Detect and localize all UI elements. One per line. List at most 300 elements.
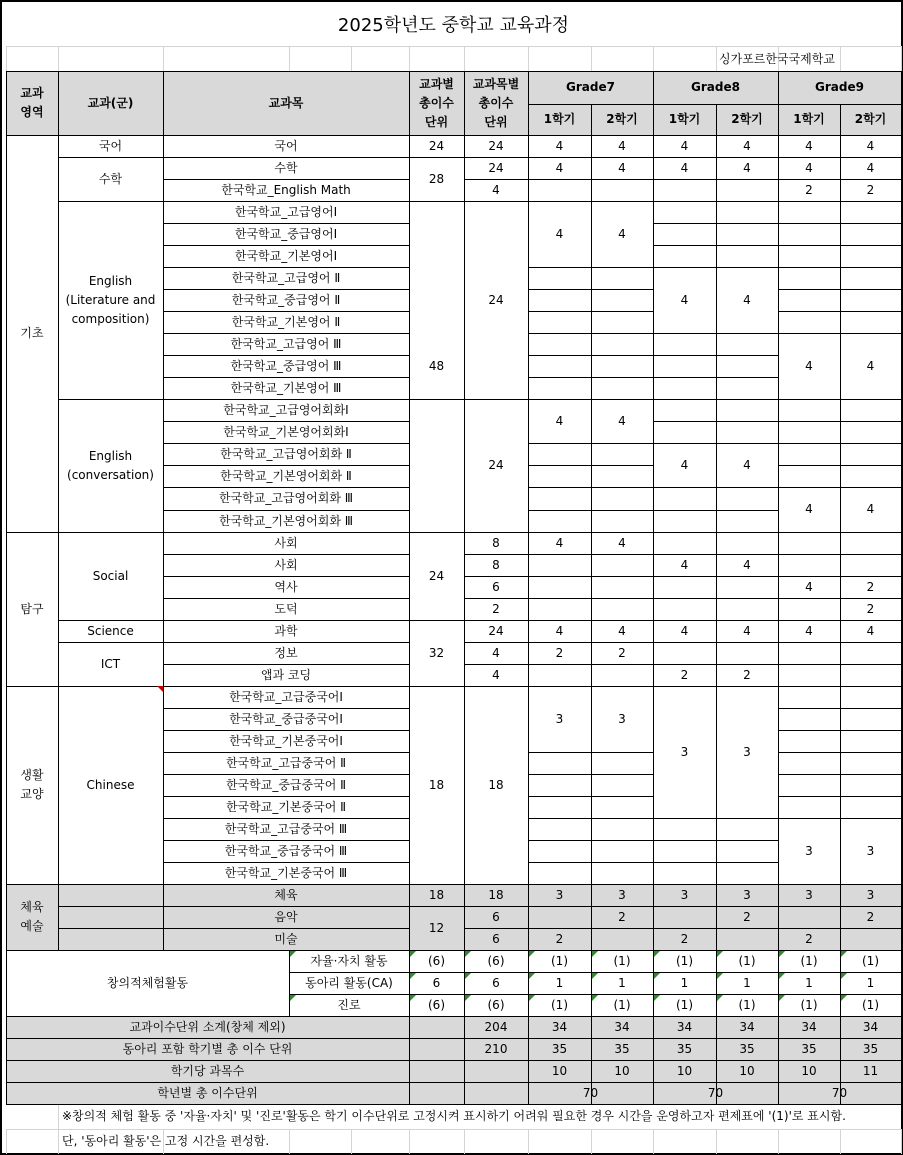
semester-value: 4 xyxy=(680,557,689,572)
grid-line xyxy=(528,664,654,665)
grid-line xyxy=(653,399,779,400)
grid-line xyxy=(6,1129,7,1154)
grid-line xyxy=(901,46,902,72)
semester-value: 4 xyxy=(805,160,813,175)
grid-line xyxy=(6,46,7,72)
semester-value: 3 xyxy=(743,744,751,759)
school-name: 싱가포르한국국제학교 xyxy=(719,51,835,66)
grid-line xyxy=(778,708,902,709)
subject-units-cell: 8 xyxy=(492,557,500,572)
area-pe-arts: 체육 예술 xyxy=(20,900,44,933)
group-units-cell: 32 xyxy=(428,645,445,660)
grid-line xyxy=(778,311,902,312)
creative-group-units: 6 xyxy=(432,975,441,990)
semester-value: 4 xyxy=(555,413,564,428)
group-units-cell: 48 xyxy=(428,359,445,373)
totals-semester-value: 34 xyxy=(551,1019,568,1034)
comment-marker xyxy=(779,951,785,957)
grid-line xyxy=(653,201,779,202)
header-semester-1: 1학기 xyxy=(793,112,825,126)
comment-marker xyxy=(410,995,416,1001)
semester-value: 4 xyxy=(680,292,689,307)
grid-line xyxy=(778,267,902,268)
subject-cell: 한국학교_중급중국어 Ⅲ xyxy=(224,843,348,858)
totals-label: 동아리 포함 학기별 총 이수 단위 xyxy=(122,1041,293,1056)
grid-line xyxy=(289,46,290,72)
grid-line xyxy=(528,377,654,378)
grid-line xyxy=(778,245,902,246)
group-units-cell: 24 xyxy=(428,138,445,153)
semester-value: 2 xyxy=(866,579,875,594)
grid-line xyxy=(653,421,779,422)
subject-units-cell: 8 xyxy=(492,535,500,550)
semester-value: 4 xyxy=(555,623,564,638)
year-total-label: 학년별 총 이수단위 xyxy=(157,1085,258,1100)
semester-value: 4 xyxy=(555,535,564,550)
comment-marker xyxy=(654,951,660,957)
semester-value: 2 xyxy=(805,182,813,197)
subject-cell: 수학 xyxy=(274,160,298,175)
subject-units-cell: 24 xyxy=(488,160,504,175)
totals-semester-value: 10 xyxy=(739,1063,755,1078)
subject-cell: 한국학교_중급영어 Ⅲ xyxy=(230,358,342,373)
subject-cell: 한국학교_고급영어 Ⅲ xyxy=(230,336,342,351)
group-cell: ICT xyxy=(100,656,121,671)
subject-cell: 한국학교_고급영어 Ⅱ xyxy=(231,270,341,285)
semester-value: 2 xyxy=(866,182,875,197)
semester-value: 4 xyxy=(743,557,751,572)
subject-cell: 한국학교_기본중국어 Ⅲ xyxy=(224,865,348,880)
semester-value: 4 xyxy=(866,358,875,373)
area-inquiry: 탐구 xyxy=(20,601,44,616)
subject-units-cell: 6 xyxy=(492,579,500,594)
semester-value: 3 xyxy=(618,711,626,726)
creative-semester-value: (1) xyxy=(613,953,631,968)
subject-units-cell: 24 xyxy=(488,623,504,638)
comment-marker xyxy=(410,951,416,957)
group-units-cell: 18 xyxy=(428,777,445,792)
semester-value: 4 xyxy=(743,457,751,472)
creative-semester-value: (1) xyxy=(862,953,879,968)
grid-line xyxy=(901,71,902,1105)
grid-line xyxy=(528,355,654,356)
comment-marker xyxy=(592,973,598,979)
subject-units-cell: 24 xyxy=(488,138,504,153)
totals-semester-value: 11 xyxy=(862,1063,879,1078)
grid-line xyxy=(591,46,592,72)
semester-value: 2 xyxy=(866,909,875,924)
grid-line xyxy=(528,862,654,863)
grid-line xyxy=(351,46,352,72)
comment-marker xyxy=(779,995,785,1001)
creative-semester-value: 1 xyxy=(743,975,751,990)
creative-semester-value: (1) xyxy=(676,953,693,968)
grid-line xyxy=(528,598,654,599)
semester-value: 4 xyxy=(555,160,564,175)
semester-value: 4 xyxy=(680,160,689,175)
semester-value: 3 xyxy=(743,887,751,902)
subject-cell: 한국학교_고급중국어 Ⅲ xyxy=(224,821,348,836)
header-semester-1: 1학기 xyxy=(543,112,576,126)
grid-line xyxy=(653,840,779,841)
totals-semester-value: 34 xyxy=(801,1019,817,1034)
creative-activity-label: 창의적체험활동 xyxy=(106,975,189,990)
footnote-1: ※창의적 체험 활동 중 '자율·자치' 및 '진로'활동은 학기 이수단위로 고정시켜 표시하기 어려워 필요한 경우 시간을 운영하고자 편제표에 '(1)'로 표시함. xyxy=(62,1109,846,1123)
creative-activity-name: 자율·자치 활동 xyxy=(310,953,388,968)
grid-line xyxy=(528,333,654,334)
semester-value: 4 xyxy=(805,138,813,153)
semester-value: 2 xyxy=(555,645,564,660)
semester-value: 4 xyxy=(866,502,875,516)
grid-line xyxy=(528,510,654,511)
subject-cell: 사회 xyxy=(274,557,298,572)
subject-units-cell: 18 xyxy=(488,887,504,902)
grid-line xyxy=(528,311,654,312)
grid-line xyxy=(528,576,654,577)
semester-value: 4 xyxy=(866,138,875,153)
grid-line xyxy=(778,796,902,797)
semester-value: 2 xyxy=(555,931,564,946)
footnote-2: 단, '동아리 활동'은 고정 시간을 편성함. xyxy=(62,1133,270,1148)
comment-marker xyxy=(290,951,296,957)
comment-marker xyxy=(841,995,847,1001)
subject-cell: 한국학교_English Math xyxy=(221,182,351,197)
grid-line xyxy=(778,554,902,555)
grid-line xyxy=(653,598,779,599)
area-liberal-arts: 생활 교양 xyxy=(20,768,44,801)
year-total-value: 70 xyxy=(831,1085,848,1100)
subject-units-cell: 2 xyxy=(492,601,500,616)
grid-line xyxy=(58,46,59,72)
semester-value: 3 xyxy=(680,744,689,759)
year-total-value: 70 xyxy=(707,1085,724,1100)
subject-cell: 한국학교_기본영어 Ⅱ xyxy=(231,314,341,329)
semester-value: 4 xyxy=(743,138,751,153)
subject-units-cell: 4 xyxy=(492,182,500,197)
grid-line xyxy=(653,862,779,863)
grid-line xyxy=(653,355,779,356)
grid-line xyxy=(528,289,654,290)
header-semester-1: 1학기 xyxy=(668,112,701,126)
creative-semester-value: (1) xyxy=(738,997,756,1012)
totals-semester-value: 10 xyxy=(614,1063,630,1078)
semester-value: 4 xyxy=(555,138,564,153)
group-units-cell: 12 xyxy=(428,920,445,935)
group-cell: Chinese xyxy=(86,777,135,792)
subject-cell: 한국학교_고급영어회화 Ⅲ xyxy=(218,491,353,505)
grid-line xyxy=(778,465,902,466)
group-cell: English (conversation) xyxy=(67,448,154,482)
semester-value: 2 xyxy=(680,667,689,682)
grid-line xyxy=(653,487,779,488)
semester-value: 4 xyxy=(743,623,751,638)
header-semester-2: 2학기 xyxy=(606,112,638,126)
grid-line xyxy=(778,223,902,224)
semester-value: 4 xyxy=(618,413,626,428)
subject-cell: 한국학교_고급영어회화 Ⅱ xyxy=(220,446,352,461)
grid-line xyxy=(778,201,902,202)
semester-value: 2 xyxy=(743,909,751,924)
comment-marker xyxy=(592,995,598,1001)
sheet-title: 2025학년도 중학교 교육과정 xyxy=(337,14,570,36)
semester-value: 4 xyxy=(743,292,751,307)
grid-line xyxy=(528,774,654,775)
totals-semester-value: 35 xyxy=(614,1041,630,1056)
semester-value: 3 xyxy=(555,887,564,902)
grid-line xyxy=(653,532,779,533)
subject-cell: 한국학교_중급중국어Ⅰ xyxy=(229,711,343,726)
grid-line xyxy=(528,443,654,444)
totals-semester-value: 34 xyxy=(614,1019,630,1034)
semester-value: 2 xyxy=(618,909,626,924)
totals-label: 교과이수단위 소계(창체 제외) xyxy=(129,1019,286,1034)
semester-value: 3 xyxy=(805,887,813,902)
group-cell: Science xyxy=(87,623,134,638)
creative-semester-value: (1) xyxy=(613,997,631,1012)
creative-subject-units: (6) xyxy=(487,953,505,968)
subject-cell: 한국학교_기본중국어Ⅰ xyxy=(229,733,343,748)
subject-units-cell: 24 xyxy=(488,292,504,307)
subject-cell: 사회 xyxy=(274,535,298,550)
semester-value: 4 xyxy=(680,623,689,638)
totals-semester-value: 35 xyxy=(862,1041,879,1056)
comment-marker xyxy=(465,995,471,1001)
semester-value: 4 xyxy=(618,623,626,638)
creative-semester-value: (1) xyxy=(676,997,693,1012)
grid-line xyxy=(778,730,902,731)
totals-semester-value: 35 xyxy=(739,1041,755,1056)
totals-semester-value: 35 xyxy=(676,1041,693,1056)
semester-value: 4 xyxy=(618,226,626,241)
subject-units-cell: 24 xyxy=(488,458,504,472)
subject-cell: 미술 xyxy=(274,931,298,946)
semester-value: 3 xyxy=(866,843,875,858)
totals-units xyxy=(464,1060,528,1082)
group-units-cell: 28 xyxy=(428,171,445,186)
subject-cell: 정보 xyxy=(274,645,298,660)
grid-line xyxy=(58,884,164,885)
grid-line xyxy=(528,796,654,797)
totals-semester-value: 34 xyxy=(676,1019,693,1034)
creative-semester-value: 1 xyxy=(555,975,564,990)
totals-semester-value: 35 xyxy=(801,1041,817,1056)
subject-cell: 도덕 xyxy=(274,601,298,616)
grid-line xyxy=(653,223,779,224)
creative-semester-value: 1 xyxy=(680,975,689,990)
subject-cell: 음악 xyxy=(274,909,298,924)
subject-cell: 국어 xyxy=(274,138,298,153)
subject-cell: 한국학교_기본영어회화 Ⅲ xyxy=(218,513,353,528)
year-total-value: 70 xyxy=(582,1085,599,1100)
subject-cell: 한국학교_기본영어 Ⅲ xyxy=(230,380,342,395)
grid-line xyxy=(58,884,59,951)
grid-line xyxy=(778,532,902,533)
comment-marker xyxy=(157,686,163,692)
semester-value: 2 xyxy=(618,645,626,660)
semester-value: 3 xyxy=(866,887,875,902)
header-subject-units: 교과목별 총이수 단위 xyxy=(472,76,520,129)
semester-value: 4 xyxy=(805,358,813,373)
grid-line xyxy=(778,443,902,444)
totals-semester-value: 10 xyxy=(801,1063,817,1078)
grid-line xyxy=(778,421,902,422)
comment-marker xyxy=(592,951,598,957)
grid-line xyxy=(528,752,654,753)
grid-line xyxy=(528,818,654,819)
semester-value: 3 xyxy=(555,711,564,726)
area-basic: 기초 xyxy=(20,326,44,340)
grid-line xyxy=(653,576,779,577)
grid-line xyxy=(163,46,164,72)
comment-marker xyxy=(290,995,296,1001)
grid-line xyxy=(528,840,654,841)
comment-marker xyxy=(529,995,535,1001)
header-grade9: Grade9 xyxy=(815,80,864,94)
creative-semester-value: 1 xyxy=(805,975,813,990)
creative-subject-units: 6 xyxy=(492,975,500,990)
comment-marker xyxy=(410,973,416,979)
comment-marker xyxy=(841,951,847,957)
totals-units: 210 xyxy=(484,1041,508,1056)
semester-value: 4 xyxy=(805,579,813,594)
comment-marker xyxy=(717,973,723,979)
grid-line xyxy=(409,46,410,72)
subject-cell: 한국학교_기본중국어 Ⅱ xyxy=(225,799,347,814)
semester-value: 2 xyxy=(743,667,751,682)
subject-cell: 한국학교_중급영어 Ⅱ xyxy=(231,292,341,307)
subject-cell: 한국학교_기본영어회화 Ⅱ xyxy=(220,468,352,483)
totals-semester-value: 10 xyxy=(676,1063,693,1078)
semester-value: 4 xyxy=(618,160,626,175)
creative-activity-name: 동아리 활동(CA) xyxy=(305,975,393,990)
comment-marker xyxy=(717,951,723,957)
grid-line xyxy=(778,399,902,400)
grid-line xyxy=(778,774,902,775)
semester-value: 4 xyxy=(866,160,875,175)
creative-subject-units: (6) xyxy=(487,997,505,1012)
semester-value: 2 xyxy=(805,931,813,946)
subject-units-cell: 6 xyxy=(492,909,500,924)
semester-value: 4 xyxy=(618,138,626,153)
header-grade7: Grade7 xyxy=(566,80,615,94)
grid-line xyxy=(653,377,779,378)
subject-cell: 한국학교_기본영어Ⅰ xyxy=(234,248,338,263)
header-group: 교과(군) xyxy=(87,95,134,110)
totals-semester-value: 34 xyxy=(739,1019,755,1034)
grid-line xyxy=(653,510,779,511)
totals-semester-value: 35 xyxy=(551,1041,568,1056)
semester-value: 2 xyxy=(680,931,689,946)
comment-marker xyxy=(529,973,535,979)
comment-marker xyxy=(717,995,723,1001)
subject-cell: 역사 xyxy=(274,579,298,594)
semester-value: 3 xyxy=(680,887,689,902)
grid-line xyxy=(528,465,654,466)
comment-marker xyxy=(841,973,847,979)
comment-marker xyxy=(465,973,471,979)
grid-line xyxy=(653,818,779,819)
group-units-cell: 18 xyxy=(428,887,445,902)
semester-value: 3 xyxy=(805,843,813,858)
subject-cell: 한국학교_고급영어회화Ⅰ xyxy=(223,402,349,417)
grid-line xyxy=(528,46,529,72)
subject-cell: 한국학교_기본영어회화Ⅰ xyxy=(223,424,349,439)
grid-line xyxy=(528,554,654,555)
semester-value: 4 xyxy=(743,160,751,175)
header-area: 교과 영역 xyxy=(20,86,44,119)
creative-group-units: (6) xyxy=(428,997,445,1012)
semester-value: 4 xyxy=(555,226,564,241)
semester-value: 4 xyxy=(805,623,813,638)
subject-cell: 과학 xyxy=(274,623,298,638)
grid-line xyxy=(653,135,654,951)
subject-cell: 한국학교_중급영어Ⅰ xyxy=(234,226,338,241)
grid-line xyxy=(778,664,902,665)
semester-value: 4 xyxy=(866,623,875,638)
subject-cell: 앱과 코딩 xyxy=(260,667,312,682)
grid-line xyxy=(778,289,902,290)
group-cell: Social xyxy=(92,568,129,583)
semester-value: 4 xyxy=(680,138,689,153)
grid-line xyxy=(716,135,717,951)
grid-line xyxy=(58,906,164,907)
header-semester-2: 2학기 xyxy=(731,112,763,126)
group-cell: English (Literature and composition) xyxy=(65,273,156,326)
group-cell: 국어 xyxy=(98,138,123,153)
comment-marker xyxy=(529,951,535,957)
grid-line xyxy=(528,487,654,488)
header-group-units: 교과별 총이수 단위 xyxy=(419,76,454,129)
subject-units-cell: 4 xyxy=(492,667,500,682)
semester-value: 4 xyxy=(618,535,626,550)
creative-group-units: (6) xyxy=(428,953,445,968)
grid-line xyxy=(778,752,902,753)
comment-marker xyxy=(654,973,660,979)
group-cell: 수학 xyxy=(98,171,123,186)
comment-marker xyxy=(465,951,471,957)
subject-cell: 체육 xyxy=(274,887,298,902)
grid-line xyxy=(58,928,164,929)
header-semester-2: 2학기 xyxy=(854,112,887,126)
semester-value: 4 xyxy=(680,457,689,472)
totals-label: 학기당 과목수 xyxy=(170,1063,245,1078)
totals-semester-value: 34 xyxy=(862,1019,879,1034)
header-subject: 교과목 xyxy=(268,95,304,110)
subject-cell: 한국학교_중급중국어 Ⅱ xyxy=(225,777,347,792)
grid-line xyxy=(778,686,902,687)
creative-semester-value: 1 xyxy=(866,975,875,990)
grid-line xyxy=(653,179,779,180)
comment-marker xyxy=(654,995,660,1001)
grid-line xyxy=(528,179,654,180)
grid-line xyxy=(653,333,779,334)
group-units-cell: 24 xyxy=(428,568,445,583)
creative-semester-value: (1) xyxy=(551,997,568,1012)
creative-semester-value: (1) xyxy=(800,997,818,1012)
grid-line xyxy=(653,245,779,246)
grid-line xyxy=(778,642,902,643)
creative-semester-value: (1) xyxy=(800,953,818,968)
subject-units-cell: 4 xyxy=(492,645,500,660)
subject-units-cell: 6 xyxy=(492,931,500,946)
subject-units-cell: 18 xyxy=(488,777,504,792)
semester-value: 4 xyxy=(805,502,813,516)
totals-units: 204 xyxy=(484,1019,508,1034)
creative-activity-name: 진로 xyxy=(337,997,361,1012)
grid-line xyxy=(653,642,779,643)
grid-line xyxy=(464,46,465,72)
creative-semester-value: (1) xyxy=(738,953,756,968)
